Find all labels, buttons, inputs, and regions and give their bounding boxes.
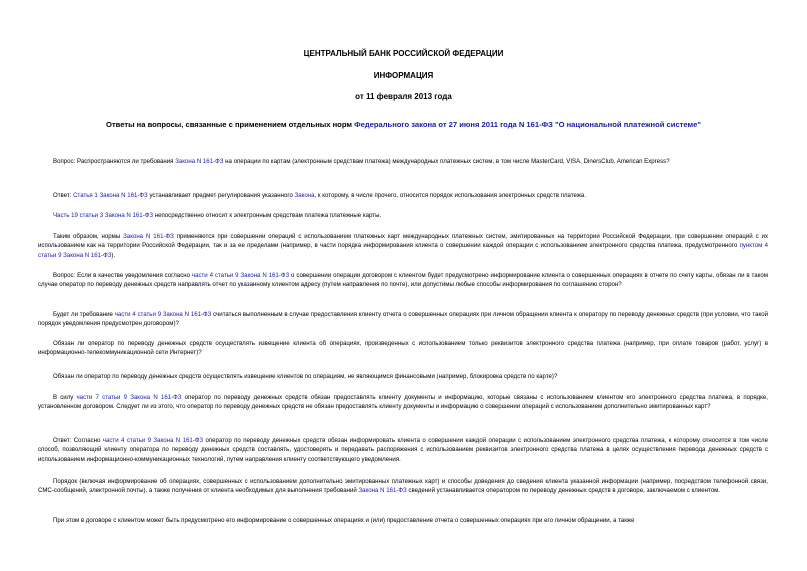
paragraph-text: Порядок (включая информирование об операциях, совершенных с использованием дополнительно эмитированных платежных карт) и способы доведения до сведения клиента указанной информации (например, посредством телефонной связи, СМС-сообщений, электронной почты), а также получения от клиента необходимых для выполнения требований <box>38 478 768 495</box>
law-reference-link[interactable]: Закона <box>294 192 315 199</box>
paragraph-4 <box>38 232 768 260</box>
title-text: Ответы на вопросы, связанные с применением отдельных норм <box>106 120 355 129</box>
paragraph-text: ). <box>111 251 116 259</box>
bank-name: ЦЕНТРАЛЬНЫЙ БАНК РОССИЙСКОЙ ФЕДЕРАЦИИ <box>303 49 504 58</box>
document-date: от 11 февраля 2013 года <box>355 92 452 101</box>
paragraph-text: на операции по картам (электронным средствам платежа) международных платежных систем, в том числе MasterCard, VISA, DinersClub, American Express? <box>223 158 670 165</box>
law-reference-link[interactable]: части 4 статьи 9 Закона N 161-ФЗ <box>191 272 290 279</box>
paragraph-8 <box>38 372 768 381</box>
law-reference-link[interactable]: Закона N 161-ФЗ <box>358 487 407 495</box>
paragraph-text: Ответ: Согласно <box>53 437 103 444</box>
paragraph-text: , к которому, в числе прочего, относится порядок использования электронных средств платежа. <box>314 192 587 199</box>
law-reference-link[interactable]: Закона N 161-ФЗ <box>123 233 174 240</box>
paragraph-text: Будет ли требование <box>53 311 115 318</box>
paragraph-2 <box>38 191 768 200</box>
paragraph-text: Вопрос: Если в качестве уведомления согласно <box>53 272 192 279</box>
paragraph-text: оператор по переводу денежных средств обязан предоставлять клиенту документы и информацию, которые связаны с использованием клиентом его электронного средства платежа, в порядке, установленном договором. Следует ли из этого, что оператор по переводу денежных средств не обязан предоставлять клиенту документы и информацию о совершении операций с использованием дополнительно эмитированных карт? <box>38 394 768 411</box>
paragraph-text: При этом в договоре с клиентом может быть предусмотрено его информирование о совершенных операциях и (или) предоставление отчета о совершенных операциях при его личном обращении, а также <box>53 517 635 524</box>
paragraph-text: Обязан ли оператор по переводу денежных средств осуществлять извещение клиентов по операциям, не являющимся финансовыми (например, блокировка средств по карте)? <box>53 373 558 380</box>
paragraph-text: о совершении операции договором с клиентом будет предусмотрено информирование клиента о совершенных операциях в отчете по счету карты, обязан ли в таком случае оператор по переводу денежных средств направлять отчет по указанному клиентом адресу (путем направления по почте), или допустимы любые способы информирования по соглашению сторон? <box>38 272 768 289</box>
paragraph-11 <box>38 477 768 496</box>
paragraph-5 <box>38 271 768 290</box>
law-reference-link[interactable]: пунктом 4 статьи 9 Закона N 161-ФЗ <box>38 242 768 259</box>
law-reference-link[interactable]: части 4 статьи 9 Закона N 161-ФЗ <box>114 311 212 318</box>
law-reference-link[interactable]: Часть 19 статьи 3 Закона N 161-ФЗ <box>53 212 154 219</box>
paragraph-7 <box>38 339 768 358</box>
paragraph-6 <box>38 310 768 329</box>
paragraph-text: непосредственно относит к электронным средствам платежа платежные карты. <box>153 212 382 219</box>
law-reference-link[interactable]: части 4 статьи 9 Закона N 161-ФЗ <box>102 437 204 444</box>
paragraph-text: устанавливает предмет регулирования указанного <box>147 192 295 199</box>
paragraph-10 <box>38 436 768 464</box>
title-law-link[interactable]: Федерального закона от 27 июня 2011 года N 161-ФЗ "О национальной платежной системе" <box>354 120 701 129</box>
paragraph-text: оператор по переводу денежных средств обязан информировать клиента о совершении каждой операции с использованием электронного средства платежа, к которому относится в том числе способ, позволяющий клиенту оператора по переводу денежных средств составлять, удостоверять и передавать распоряжения с использованием реквизитов электронного средства платежа в целях осуществления перевода денежных средств с использованием информационно-коммуникационных технологий, путем направления клиенту соответствующего уведомления. <box>38 437 768 463</box>
paragraph-12 <box>38 516 768 525</box>
paragraph-text: Таким образом, нормы <box>53 233 124 240</box>
paragraph-text: Обязан ли оператор по переводу денежных средств осуществлять извещение клиента об операциях, произведенных с использованием только реквизитов электронного средства платежа (например, при оплате товаров (работ, услуг) в информационно-телекоммуникационной сети Интернет)? <box>38 340 768 357</box>
document-type: ИНФОРМАЦИЯ <box>373 71 434 80</box>
document-title <box>40 120 767 129</box>
law-reference-link[interactable]: Статья 1 Закона N 161-ФЗ <box>73 192 148 199</box>
paragraph-1 <box>38 157 768 166</box>
paragraph-text: Вопрос: Распространяются ли требования <box>53 158 176 165</box>
paragraph-text: Ответ: <box>53 192 74 199</box>
paragraph-3 <box>38 211 768 220</box>
paragraph-9 <box>38 393 768 412</box>
paragraph-text: В силу <box>53 394 77 401</box>
law-reference-link[interactable]: Закона N 161-ФЗ <box>175 158 224 165</box>
paragraph-text: применяются при совершении операций с использованием платежных карт международных платежных систем, эмитированных на территории Российской Федерации, при совершении операций с их использованием как на территории Российской Федерации, так и за ее пределами (например, в части порядка информирования клиента о совершении каждой операции с использованием электронного средства платежа, предусмотренного <box>38 233 768 250</box>
paragraph-text: считаться выполненным в случае предоставления клиенту отчета о совершенных операциях при личном обращении клиента к оператору по переводу денежных средств (при условии, что такой порядок уведомления предусмотрен договором)? <box>38 311 768 328</box>
law-reference-link[interactable]: части 7 статьи 9 Закона N 161-ФЗ <box>76 394 182 401</box>
paragraph-text: сведений устанавливается оператором по переводу денежных средств в договоре, заключаемом с клиентом. <box>406 487 720 495</box>
